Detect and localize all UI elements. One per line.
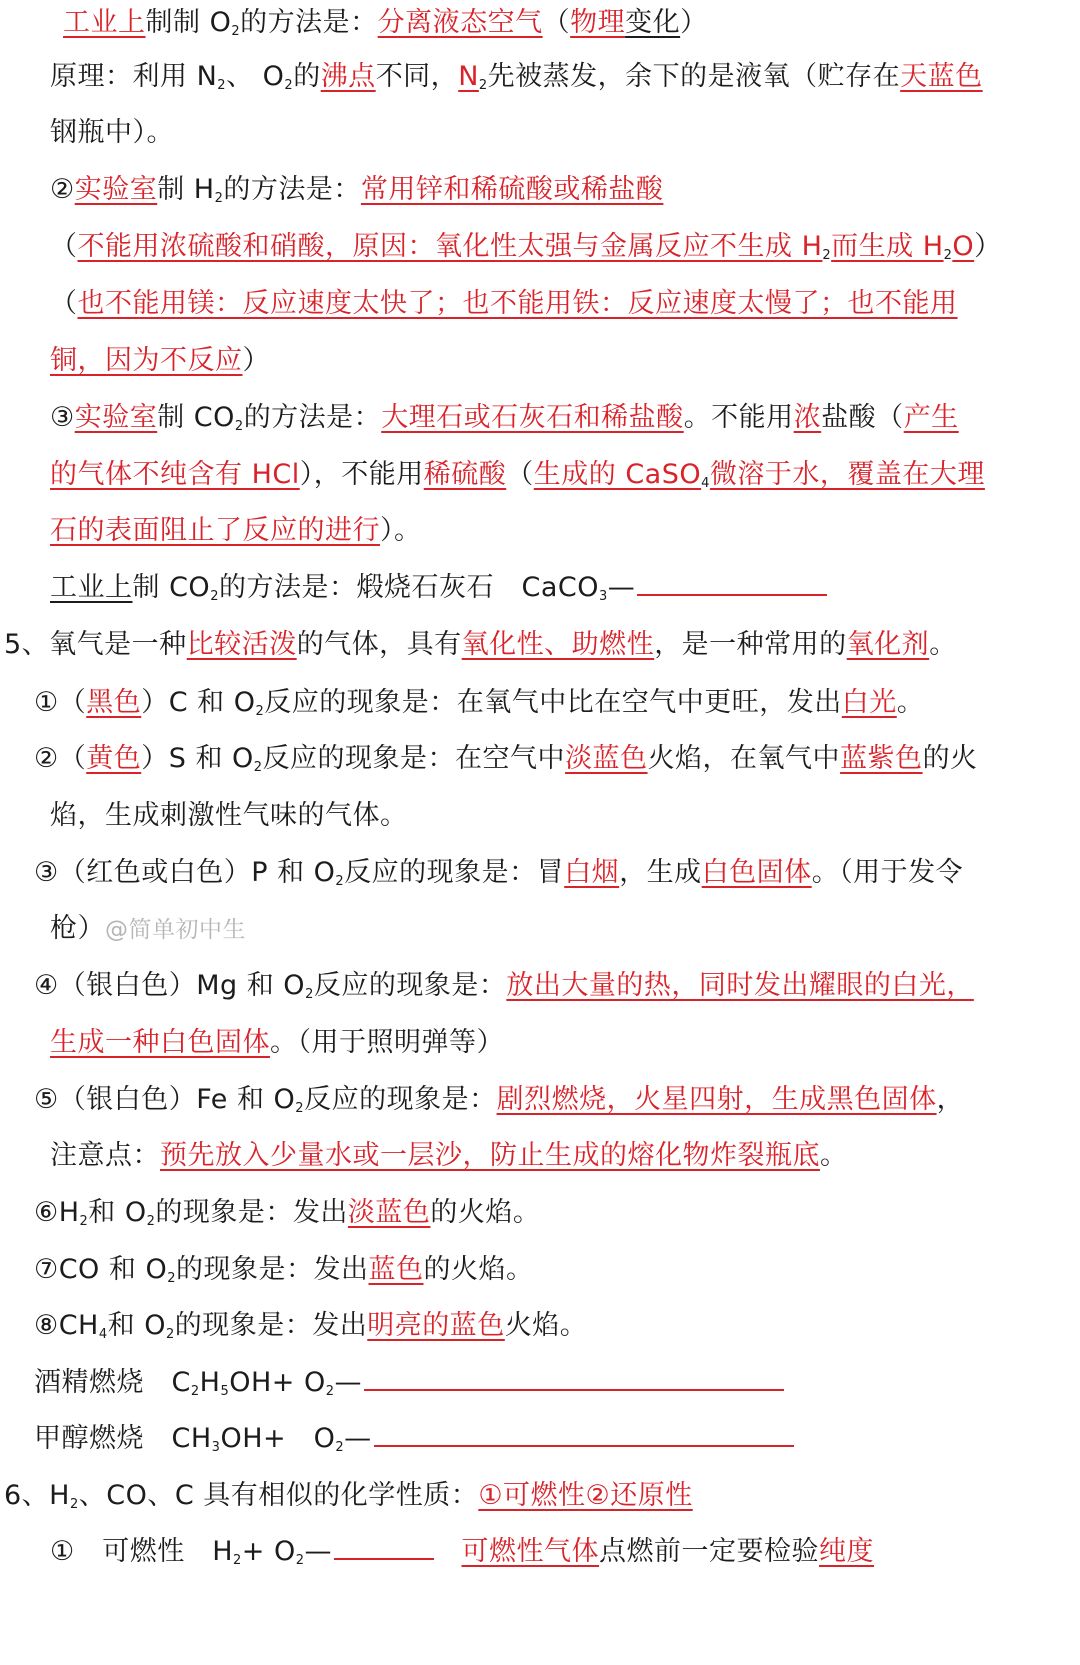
- key-answer-text: 工业上: [63, 7, 146, 38]
- body-text: ②（: [34, 743, 87, 774]
- key-answer-text: 实验室: [74, 402, 158, 433]
- key-answer-text: 比较活泼: [186, 629, 297, 660]
- key-answer-text: N: [458, 61, 479, 92]
- key-answer-text: 预先放入少量水或一层沙，防止生成的熔化物炸裂瓶底: [160, 1140, 820, 1171]
- key-answer-text: 实验室: [74, 174, 158, 205]
- line-iron-oxygen-note: [50, 1133, 1080, 1179]
- body-text: ②: [50, 174, 75, 205]
- body-text: ）: [242, 345, 270, 376]
- body-text: ③（红色或白色）P 和 O: [34, 857, 336, 888]
- key-answer-text: 的气体不纯含有 HCl: [50, 459, 300, 490]
- subscript: 2: [943, 248, 953, 263]
- subscript: 2: [233, 1553, 242, 1568]
- body-text: 的方法是：: [243, 402, 382, 433]
- line-phosphorus-oxygen-cont: [50, 906, 1080, 952]
- key-answer-text: O: [952, 231, 975, 262]
- key-answer-text: 分离液态空气: [377, 7, 543, 38]
- body-text: H: [199, 1367, 221, 1398]
- body-text: [434, 1536, 462, 1567]
- body-text: （: [50, 288, 78, 319]
- key-answer-text: 蓝色: [368, 1254, 424, 1285]
- subscript: 4: [701, 476, 710, 491]
- subscript: 2: [214, 191, 224, 206]
- line-magnesium-oxygen: [34, 963, 1080, 1009]
- subscript: 2: [234, 419, 244, 434]
- line-phosphorus-oxygen: [34, 850, 1080, 896]
- body-text: 不同，: [375, 61, 459, 92]
- body-text: ）S 和 O: [141, 743, 254, 774]
- body-text: ③: [50, 402, 75, 433]
- body-text: 的方法是：: [240, 7, 378, 38]
- line-carbon-oxygen: [34, 680, 1080, 726]
- line-hydrogen-note-acid: [50, 224, 1080, 270]
- subscript: 2: [284, 78, 294, 93]
- body-text: 。: [896, 687, 925, 718]
- line-methanol-combustion: [34, 1416, 1080, 1462]
- body-text: 甲醇燃烧 CH: [34, 1423, 212, 1454]
- line-oxygen-principle-cont: [50, 110, 1080, 156]
- body-text: 钢瓶中）。: [50, 117, 174, 148]
- subscript: 2: [325, 1384, 335, 1399]
- subscript: 2: [190, 1384, 200, 1399]
- key-answer-text: 黄色: [86, 743, 142, 774]
- subscript: 2: [335, 1440, 345, 1455]
- body-text: 反应的现象是：冒: [344, 857, 565, 888]
- line-hydrogen-combustibility: [50, 1529, 1080, 1575]
- body-text: 焰，生成刺激性气味的气体。: [50, 800, 408, 831]
- subscript: 2: [79, 1214, 89, 1229]
- subscript: 2: [167, 1271, 177, 1286]
- line-lab-hydrogen: [50, 167, 1080, 213]
- key-answer-text: 剧烈燃烧，火星四射，生成黑色固体: [496, 1084, 937, 1115]
- body-text: —: [344, 1423, 372, 1454]
- body-text: —: [334, 1367, 363, 1398]
- key-answer-text: 石的表面阻止了反应的进行: [50, 515, 380, 546]
- key-answer-text: 氧化剂: [846, 629, 930, 660]
- body-text: 反应的现象是：在氧气中比在空气中更旺，发出: [264, 687, 842, 718]
- key-answer-text: 淡蓝色: [347, 1197, 431, 1228]
- key-answer-text: ①可燃性②还原性: [478, 1480, 693, 1511]
- body-text: + O: [241, 1536, 296, 1567]
- subscript: 2: [305, 987, 314, 1002]
- body-text: ⑤（银白色）Fe 和 O: [34, 1084, 296, 1115]
- body-text: 的火: [922, 743, 978, 774]
- key-answer-text: 生成的 CaSO: [533, 459, 702, 490]
- subscript: 2: [210, 589, 219, 604]
- key-answer-text: 物理: [570, 7, 626, 38]
- body-text: 原理：利用 N: [50, 61, 218, 92]
- key-answer-text: 淡蓝色: [565, 743, 648, 774]
- body-text: 的火焰。: [430, 1197, 541, 1228]
- body-text: ，: [936, 1084, 965, 1115]
- body-text: ）C 和 O: [141, 687, 256, 718]
- subscript: 2: [295, 1101, 305, 1116]
- key-answer-text: 可燃性气体: [461, 1536, 600, 1567]
- body-text: ①（: [34, 687, 87, 718]
- body-text: 的方法是：: [223, 174, 361, 205]
- underlined-text: 变化: [625, 7, 681, 38]
- underlined-text: 工业上: [50, 572, 133, 603]
- answer-blank: [334, 1530, 434, 1560]
- key-answer-text: 也不能用镁：反应速度太快了；也不能用铁：反应速度太慢了；也不能用: [77, 288, 958, 319]
- body-text: ⑧CH: [34, 1310, 99, 1341]
- subscript: 2: [146, 1214, 156, 1229]
- line-lab-co2: [50, 395, 1080, 441]
- key-answer-text: 产生: [903, 402, 959, 433]
- line-lab-co2-cont: [50, 452, 1080, 498]
- body-text: OH+ O: [229, 1367, 326, 1398]
- body-text: 、CO、C 具有相似的化学性质：: [78, 1480, 479, 1511]
- body-text: 的现象是：发出: [176, 1254, 369, 1285]
- key-answer-text: 天蓝色: [900, 61, 983, 92]
- key-answer-text: 白色固体: [701, 857, 812, 888]
- body-text: （: [506, 459, 534, 490]
- key-answer-text: 纯度: [819, 1536, 875, 1567]
- key-answer-text: 常用锌和稀硫酸或稀盐酸: [360, 174, 664, 205]
- key-answer-text: 而生成 H: [831, 231, 944, 262]
- line-sulfur-oxygen-cont: [50, 793, 1080, 839]
- line-hydrogen-note-metal: [50, 281, 1080, 327]
- subscript: 2: [335, 874, 345, 889]
- key-answer-text: 微溶于水，覆盖在大理: [709, 459, 985, 490]
- key-answer-text: 蓝紫色: [840, 743, 923, 774]
- body-text: 先被蒸发，余下的是液氧（贮存在: [487, 61, 901, 92]
- line-magnesium-oxygen-cont: [50, 1020, 1080, 1066]
- body-text: 。: [929, 629, 957, 660]
- key-answer-text: 生成一种白色固体: [50, 1027, 270, 1058]
- body-text: 的现象是：发出: [155, 1197, 348, 1228]
- subscript: 2: [822, 248, 832, 263]
- key-answer-text: 白烟: [564, 857, 620, 888]
- body-text: 的方法是：煅烧石灰石 CaCO: [218, 572, 599, 603]
- line-sulfur-oxygen: [34, 736, 1080, 782]
- key-answer-text: 大理石或石灰石和稀盐酸: [381, 402, 684, 433]
- key-answer-text: 铜，因为不反应: [50, 345, 243, 376]
- body-text: 制 H: [157, 174, 215, 205]
- body-text: OH+ O: [220, 1423, 336, 1454]
- body-text: 酒精燃烧 C: [34, 1367, 191, 1398]
- body-text: 的气体，具有: [296, 629, 462, 660]
- body-text: 制制 O: [145, 7, 232, 38]
- body-text: ）: [680, 7, 708, 38]
- body-text: 和 O: [107, 1310, 166, 1341]
- answer-blank: [637, 566, 827, 596]
- body-text: ），不能用: [299, 459, 424, 490]
- body-text: （: [542, 7, 571, 38]
- line-lab-co2-end: [50, 508, 1080, 554]
- line-oxygen-principle: [50, 54, 1080, 100]
- key-answer-text: 沸点: [320, 61, 376, 92]
- line-industrial-oxygen: [63, 0, 1080, 46]
- line-methane-flame: [34, 1303, 1080, 1349]
- body-text: 的: [293, 61, 321, 92]
- line-iron-oxygen: [34, 1077, 1080, 1123]
- body-text: 盐酸（: [821, 402, 904, 433]
- body-text: 。不能用: [683, 402, 794, 433]
- body-text: 反应的现象是：在空气中: [262, 743, 566, 774]
- body-text: 5、氧气是一种: [4, 629, 187, 660]
- subscript: 2: [217, 78, 227, 93]
- line-hydrogen-note-copper: [50, 338, 1080, 384]
- body-text: ⑥H: [34, 1197, 80, 1228]
- line-industrial-co2: [50, 565, 1080, 611]
- key-answer-text: 明亮的蓝色: [367, 1310, 505, 1341]
- subscript: 2: [166, 1327, 175, 1342]
- body-text: 的火焰。: [423, 1254, 534, 1285]
- body-text: —: [607, 572, 636, 603]
- body-text: 的现象是：发出: [174, 1310, 368, 1341]
- body-text: 注意点：: [50, 1140, 160, 1171]
- subscript: 2: [69, 1497, 79, 1512]
- body-text: ，是一种常用的: [654, 629, 847, 660]
- key-answer-text: 白光: [841, 687, 897, 718]
- body-text: 制 CO: [132, 572, 211, 603]
- key-answer-text: 氧化性、助燃性: [461, 629, 655, 660]
- key-answer-text: 浓: [793, 402, 822, 433]
- body-text: 、 O: [226, 61, 285, 92]
- subscript: 2: [231, 24, 241, 39]
- key-answer-text: 放出大量的热，同时发出耀眼的白光，: [506, 970, 974, 1001]
- line-alcohol-combustion: [34, 1360, 1080, 1406]
- body-text: 。（用于照明弹等）: [270, 1027, 504, 1058]
- line-co-flame: [34, 1247, 1080, 1293]
- subscript: 4: [98, 1327, 108, 1342]
- body-text: 枪）: [50, 913, 105, 944]
- body-text: 。（用于发令: [811, 857, 964, 888]
- key-answer-text: 稀硫酸: [423, 459, 507, 490]
- body-text: 和 O: [88, 1197, 147, 1228]
- body-text: ）。: [380, 515, 422, 546]
- key-answer-text: 不能用浓硫酸和硝酸，原因：氧化性太强与金属反应不生成 H: [77, 231, 823, 262]
- body-text: 反应的现象是：: [313, 970, 507, 1001]
- body-text: ）: [974, 231, 1002, 262]
- body-text: ① 可燃性 H: [50, 1536, 234, 1567]
- line-section-5-oxygen: [4, 622, 1080, 668]
- subscript: 3: [598, 589, 608, 604]
- subscript: 5: [220, 1384, 230, 1399]
- subscript: 2: [478, 78, 488, 93]
- line-section-6-properties: [4, 1473, 1080, 1519]
- body-text: 6、H: [4, 1480, 70, 1511]
- answer-blank: [374, 1417, 794, 1447]
- key-answer-text: 黑色: [86, 687, 142, 718]
- line-hydrogen-flame: [34, 1190, 1080, 1236]
- watermark: @简单初中生: [105, 917, 246, 943]
- body-text: 制 CO: [157, 402, 235, 433]
- body-text: 点燃前一定要检验: [599, 1536, 820, 1567]
- answer-blank: [364, 1361, 784, 1391]
- body-text: ，生成: [619, 857, 702, 888]
- body-text: 火焰，在氧气中: [647, 743, 841, 774]
- subscript: 2: [295, 1553, 305, 1568]
- body-text: ⑦CO 和 O: [34, 1254, 168, 1285]
- subscript: 2: [255, 704, 265, 719]
- body-text: 火焰。: [504, 1310, 588, 1341]
- body-text: —: [304, 1536, 333, 1567]
- subscript: 2: [253, 760, 263, 775]
- body-text: 反应的现象是：: [304, 1084, 497, 1115]
- body-text: ④（银白色）Mg 和 O: [34, 970, 306, 1001]
- subscript: 3: [211, 1440, 221, 1455]
- body-text: （: [50, 231, 78, 262]
- body-text: 。: [820, 1140, 848, 1171]
